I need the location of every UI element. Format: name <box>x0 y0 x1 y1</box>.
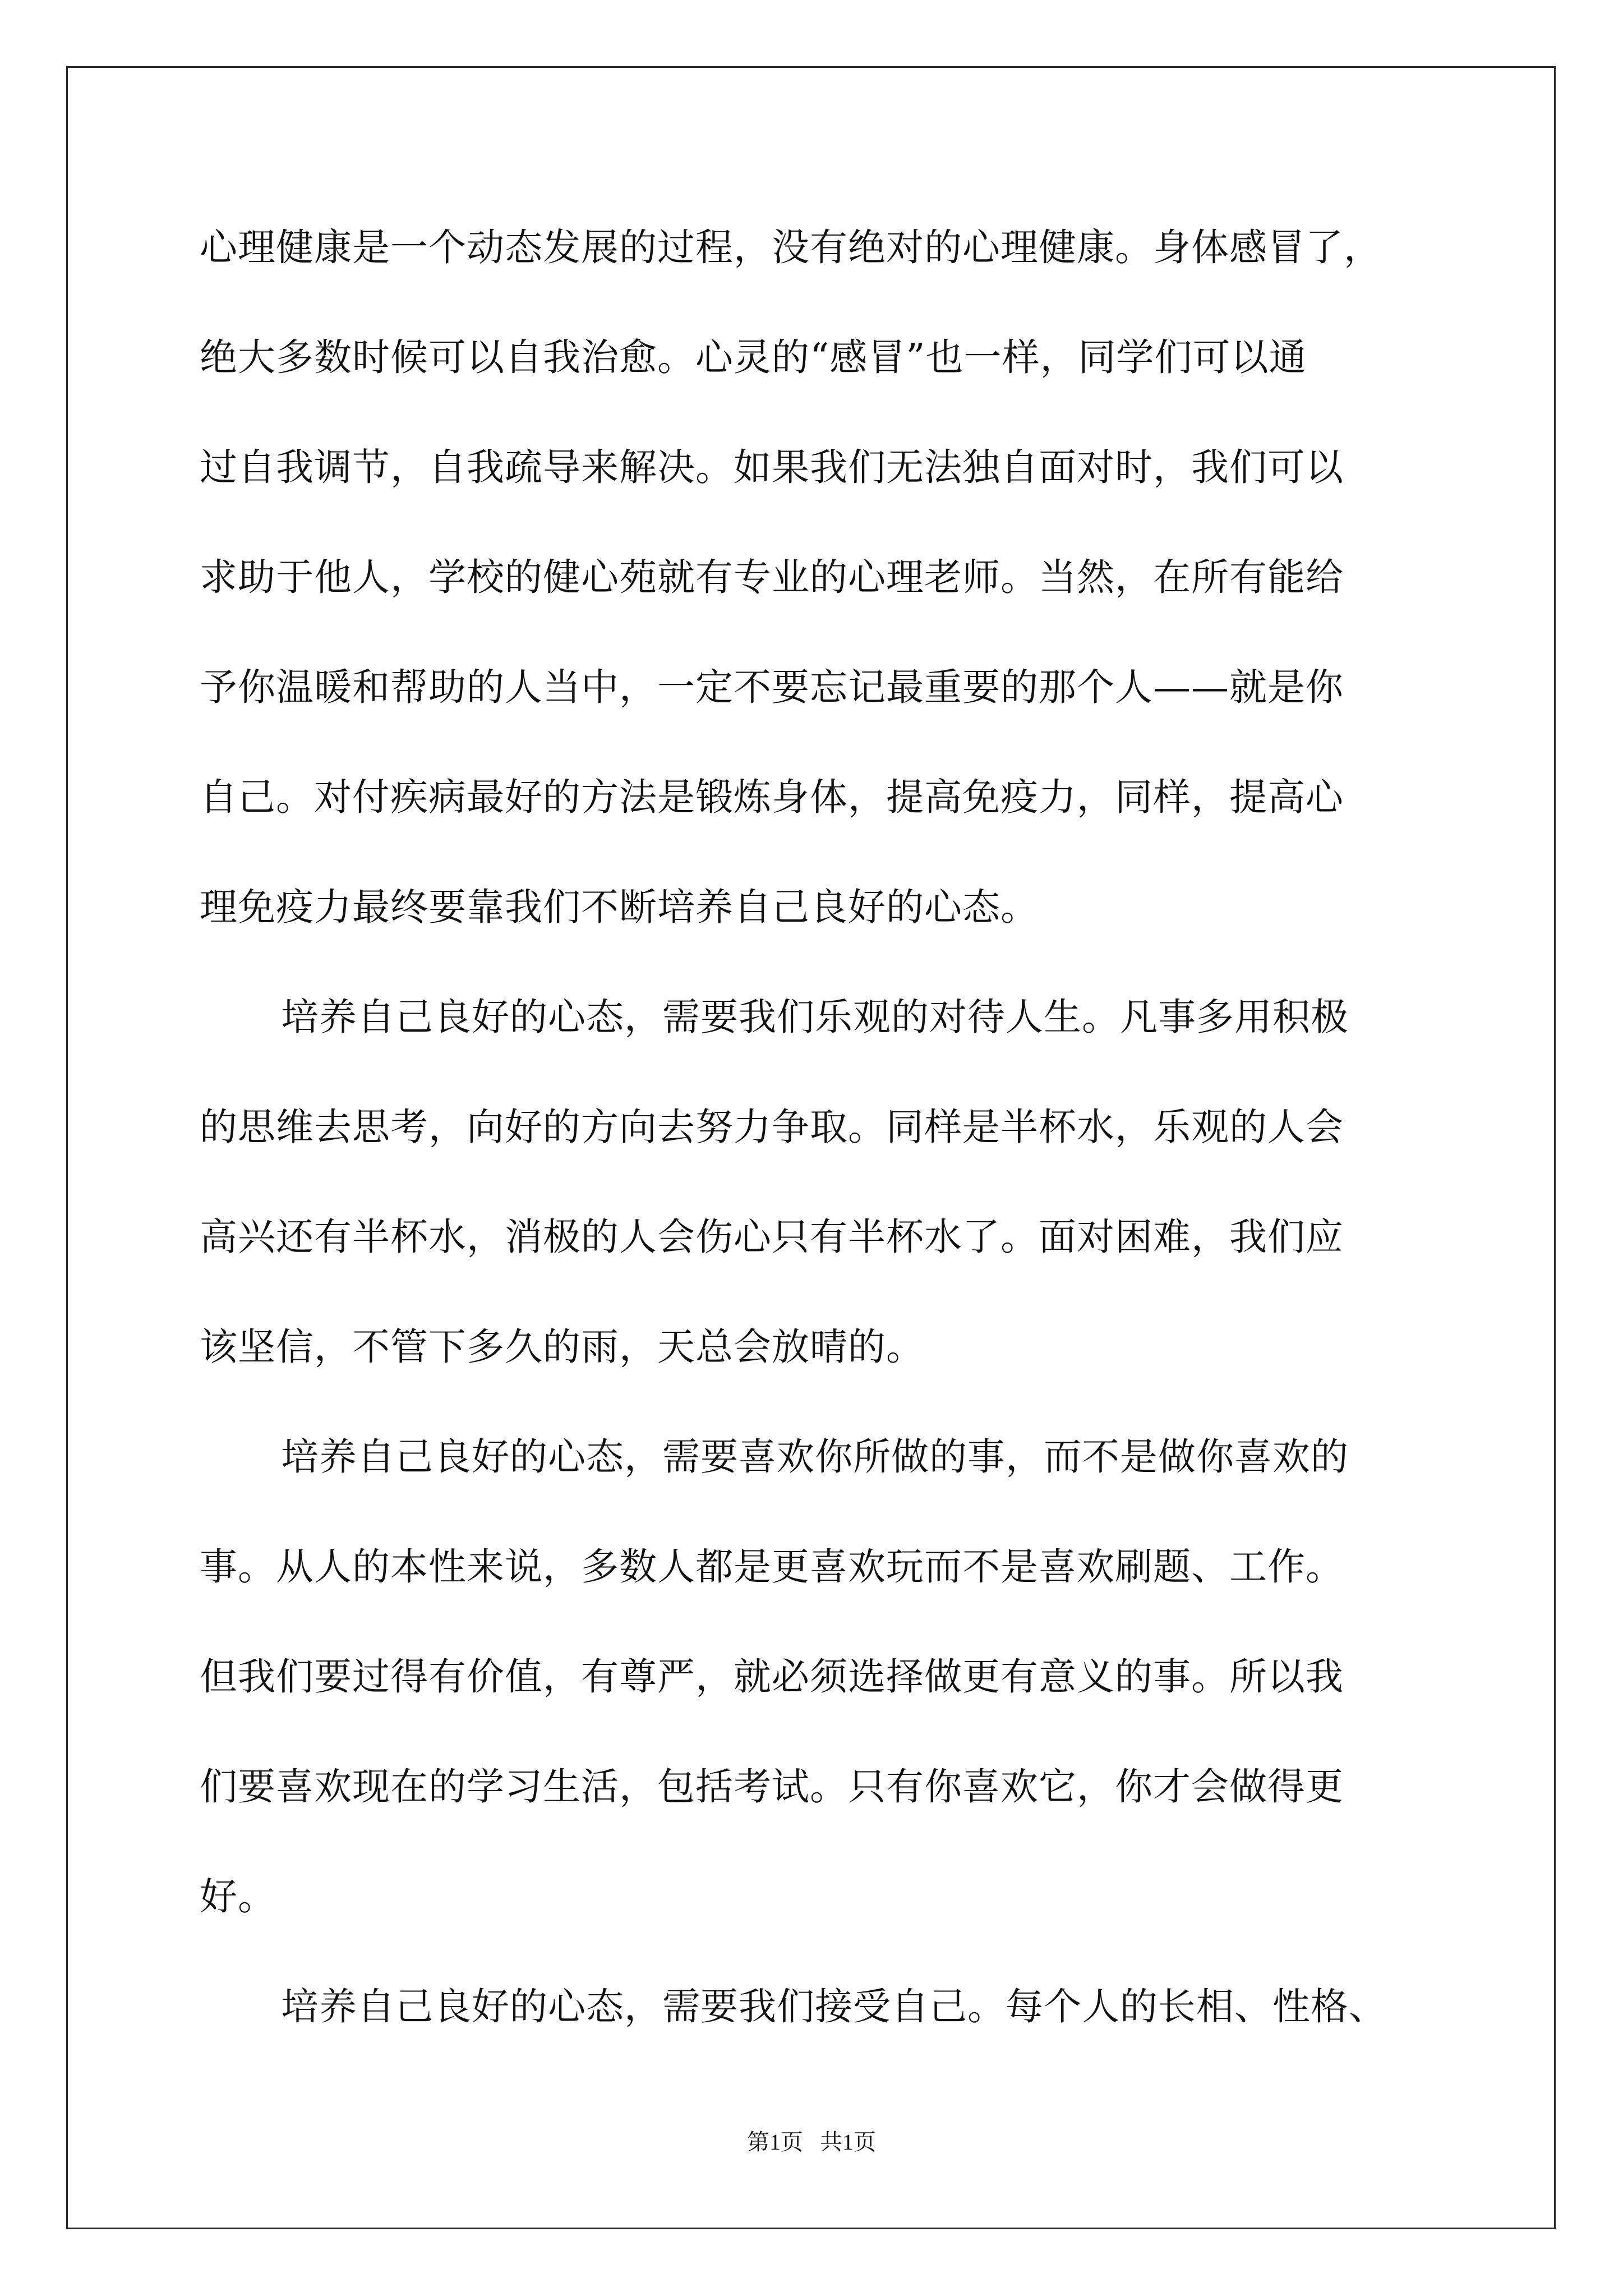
text-line: 事。从人的本性来说，多数人都是更喜欢玩而不是喜欢刷题、工作。 <box>200 1545 1344 1589</box>
text-line: 该坚信，不管下多久的雨，天总会放晴的。 <box>200 1325 924 1369</box>
text-line: 理免疫力最终要靠我们不断培养自己良好的心态。 <box>200 885 1039 929</box>
page-number-footer: 第1页 共1页 <box>747 2129 876 2155</box>
text-line: 的思维去思考，向好的方向去努力争取。同样是半杯水，乐观的人会 <box>200 1105 1344 1149</box>
text-line: 自己。对付疾病最好的方法是锻炼身体，提高免疫力，同样，提高心 <box>200 775 1344 819</box>
text-line: 高兴还有半杯水，消极的人会伤心只有半杯水了。面对困难，我们应 <box>200 1215 1344 1259</box>
text-line: 求助于他人，学校的健心苑就有专业的心理老师。当然，在所有能给 <box>200 555 1344 599</box>
text-line: 予你温暖和帮助的人当中，一定不要忘记最重要的那个人——就是你 <box>200 665 1344 709</box>
text-line: 过自我调节，自我疏导来解决。如果我们无法独自面对时，我们可以 <box>200 445 1344 489</box>
text-line: 绝大多数时候可以自我治愈。心灵的“感冒”也一样，同学们可以通 <box>200 335 1307 379</box>
text-line: 心理健康是一个动态发展的过程，没有绝对的心理健康。身体感冒了， <box>200 226 1382 269</box>
text-line: 培养自己良好的心态，需要喜欢你所做的事，而不是做你喜欢的 <box>281 1435 1349 1479</box>
text-line: 培养自己良好的心态，需要我们乐观的对待人生。凡事多用积极 <box>281 995 1349 1039</box>
text-line: 但我们要过得有价值，有尊严，就必须选择做更有意义的事。所以我 <box>200 1655 1344 1699</box>
text-line: 们要喜欢现在的学习生活，包括考试。只有你喜欢它，你才会做得更 <box>200 1765 1344 1809</box>
text-line: 好。 <box>200 1875 276 1918</box>
text-line: 培养自己良好的心态，需要我们接受自己。每个人的长相、性格、 <box>281 1985 1387 2028</box>
